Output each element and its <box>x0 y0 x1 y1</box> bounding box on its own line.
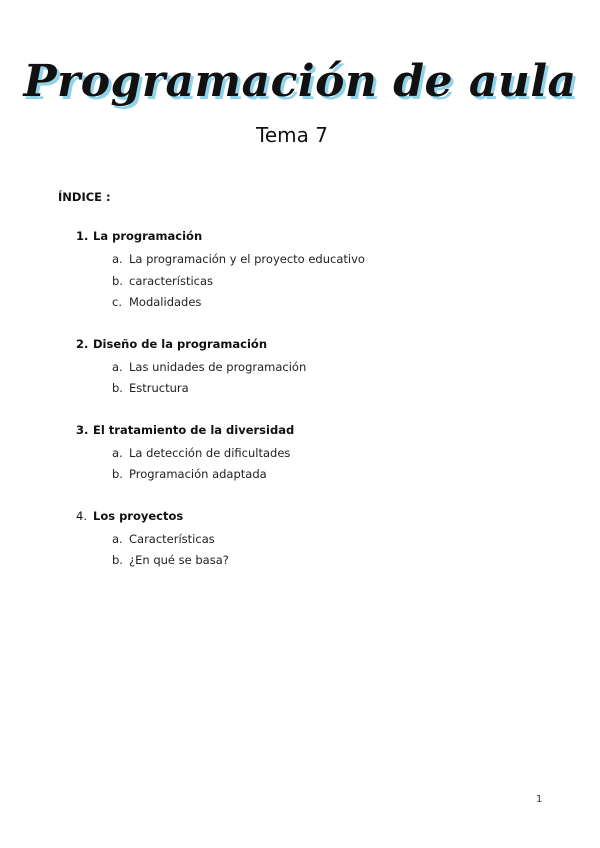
item-text: La programación y el proyecto educativo <box>129 252 365 266</box>
index-section-4 <box>76 508 556 572</box>
subsection-list <box>76 443 556 486</box>
item-letter: b. <box>112 381 123 395</box>
list-item <box>112 249 556 271</box>
section-number: 3. <box>76 422 89 437</box>
section-title <box>76 508 556 524</box>
item-letter: a. <box>112 359 123 374</box>
section-number: 1. <box>76 229 89 243</box>
subsection-list <box>76 249 556 314</box>
section-title-text: El tratamiento de la diversidad <box>93 422 295 437</box>
list-item <box>112 550 556 572</box>
item-text: La detección de dificultades <box>129 445 291 460</box>
section-title-text: La programación <box>93 229 203 243</box>
index-sections <box>76 228 556 594</box>
list-item <box>112 529 556 551</box>
list-item <box>112 378 556 400</box>
list-item <box>112 357 556 379</box>
item-text: Las unidades de programación <box>129 359 307 374</box>
section-title <box>76 228 556 244</box>
item-text: Programación adaptada <box>129 467 267 481</box>
item-letter: b. <box>112 273 123 288</box>
item-letter: a. <box>112 445 123 460</box>
page-title: Programación de aula <box>23 56 577 107</box>
section-number: 2. <box>76 336 89 351</box>
item-text: características <box>129 273 214 288</box>
item-letter: b. <box>112 467 123 481</box>
item-text: Modalidades <box>129 295 202 309</box>
section-title <box>76 336 556 352</box>
item-text: Características <box>129 531 215 546</box>
index-section-2 <box>76 336 556 400</box>
list-item <box>112 271 556 293</box>
index-section-3 <box>76 422 556 486</box>
list-item <box>112 443 556 465</box>
item-text: ¿En qué se basa? <box>129 553 229 567</box>
page-number: 1 <box>536 794 543 805</box>
item-letter: a. <box>112 531 123 546</box>
item-letter: c. <box>112 295 122 309</box>
section-title-text: Los proyectos <box>93 508 184 523</box>
section-title <box>76 422 556 438</box>
page-subtitle: Tema 7 <box>256 123 328 147</box>
list-item <box>112 292 556 314</box>
index-section-1 <box>76 228 556 314</box>
subsection-list <box>76 357 556 400</box>
section-title-text: Diseño de la programación <box>93 336 268 351</box>
subsection-list <box>76 529 556 572</box>
section-number: 4. <box>76 508 87 523</box>
list-item <box>112 464 556 486</box>
item-letter: b. <box>112 553 123 567</box>
item-text: Estructura <box>129 381 189 395</box>
index-heading: ÍNDICE : <box>58 190 111 204</box>
item-letter: a. <box>112 252 123 266</box>
